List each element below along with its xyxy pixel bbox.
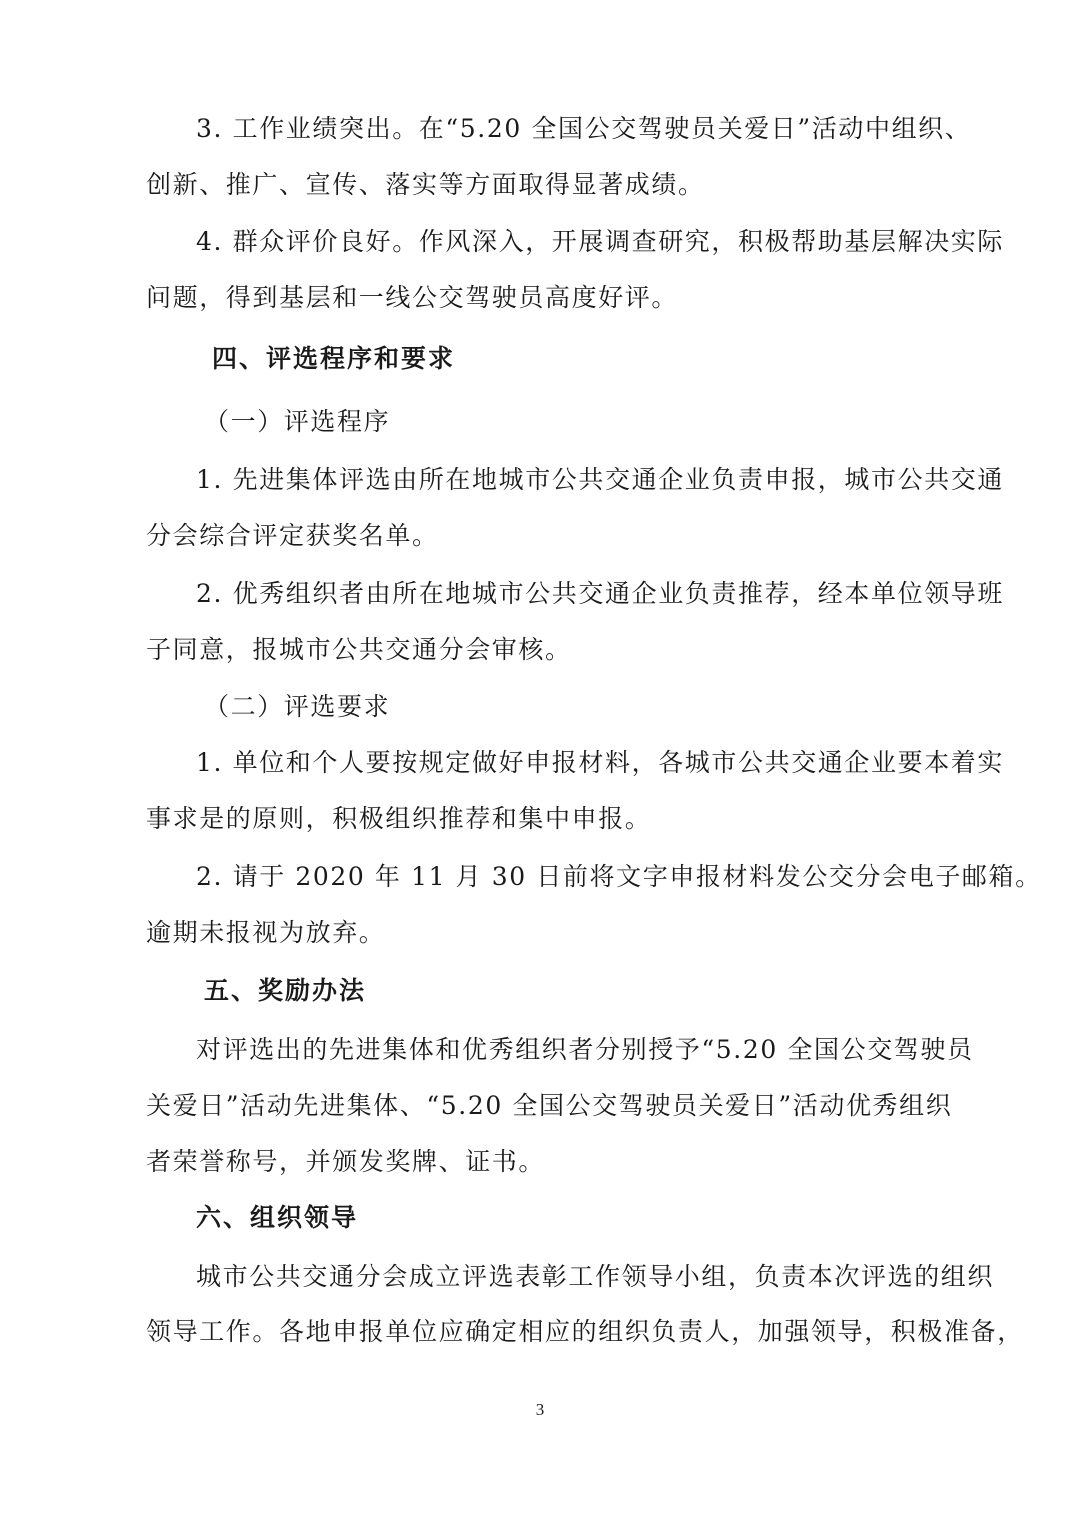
procedure-2-line-1: 2. 优秀组织者由所在地城市公共交通企业负责推荐，经本单位领导班 — [196, 579, 1005, 608]
requirement-1-line-2: 事求是的原则，积极组织推荐和集中申报。 — [146, 804, 652, 833]
page-number: 3 — [535, 1400, 545, 1419]
reward-line-3: 者荣誉称号，并颁发奖牌、证书。 — [146, 1147, 546, 1176]
criterion-3-line-2: 创新、推广、宣传、落实等方面取得显著成绩。 — [146, 170, 705, 199]
requirement-1-line-1: 1. 单位和个人要按规定做好申报材料，各城市公共交通企业要本着实 — [196, 748, 1005, 777]
criterion-4-line-1: 4. 群众评价良好。作风深入，开展调查研究，积极帮助基层解决实际 — [196, 227, 1005, 256]
subsection-1-heading: （一）评选程序 — [204, 407, 391, 436]
subsection-2-heading: （二）评选要求 — [204, 692, 391, 721]
procedure-2-line-2: 子同意，报城市公共交通分会审核。 — [146, 635, 572, 664]
reward-line-1: 对评选出的先进集体和优秀组织者分别授予“5.20 全国公交驾驶员 — [196, 1035, 974, 1064]
reward-line-2: 关爱日”活动先进集体、“5.20 全国公交驾驶员关爱日”活动优秀组织 — [146, 1091, 953, 1120]
criterion-4-line-2: 问题，得到基层和一线公交驾驶员高度好评。 — [146, 283, 679, 312]
leadership-line-2: 领导工作。各地申报单位应确定相应的组织负责人，加强领导，积极准备， — [146, 1317, 1024, 1346]
section-6-heading: 六、组织领导 — [196, 1203, 359, 1232]
section-4-heading: 四、评选程序和要求 — [212, 344, 456, 373]
leadership-line-1: 城市公共交通分会成立评选表彰工作领导小组，负责本次评选的组织 — [196, 1262, 995, 1291]
procedure-1-line-1: 1. 先进集体评选由所在地城市公共交通企业负责申报，城市公共交通 — [196, 465, 1005, 494]
section-5-heading: 五、奖励办法 — [204, 976, 367, 1005]
requirement-2-line-2: 逾期未报视为放弃。 — [146, 918, 386, 947]
procedure-1-line-2: 分会综合评定获奖名单。 — [146, 521, 439, 550]
criterion-3-line-1: 3. 工作业绩突出。在“5.20 全国公交驾驶员关爱日”活动中组织、 — [196, 114, 972, 143]
requirement-2-line-1: 2. 请于 2020 年 11 月 30 日前将文字申报材料发公交分会电子邮箱。 — [196, 862, 1042, 891]
